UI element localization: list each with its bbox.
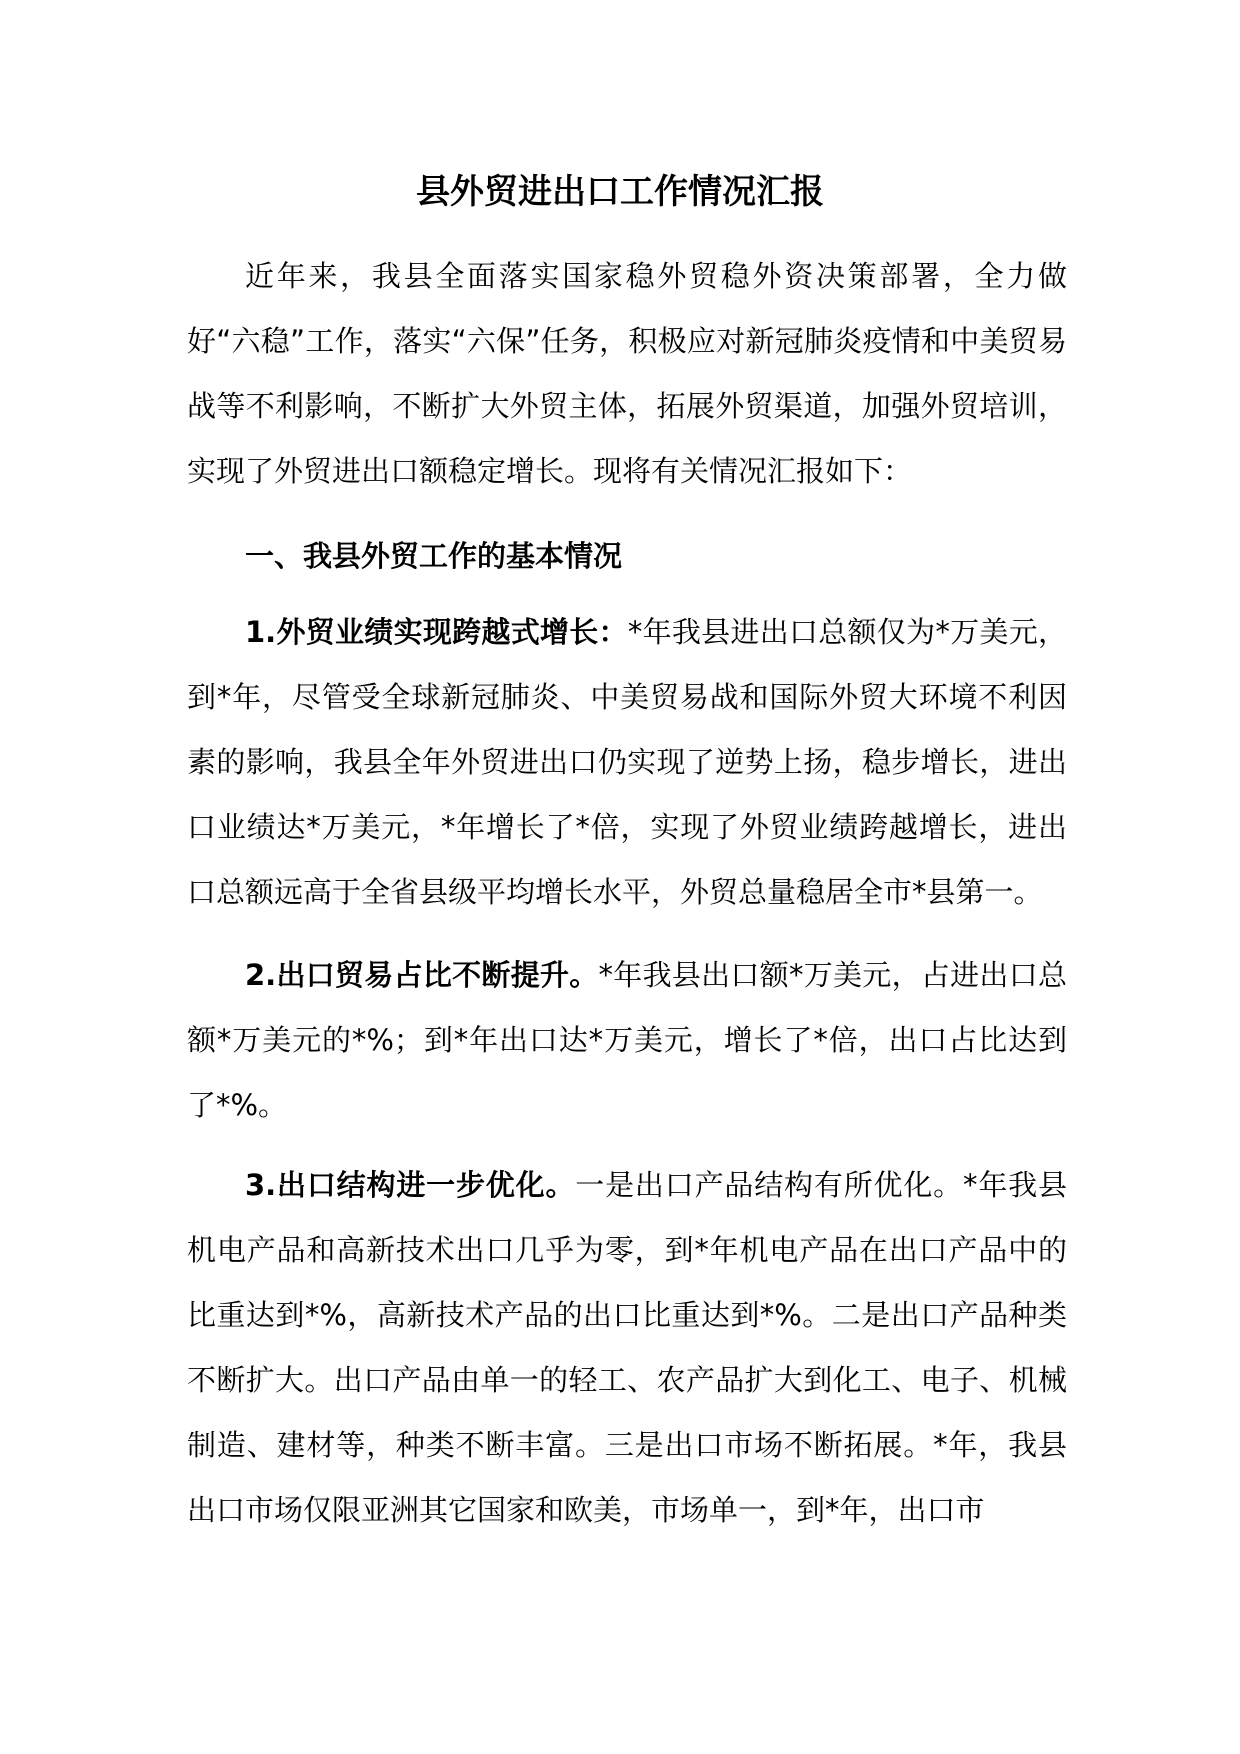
section-heading: 一、我县外贸工作的基本情况 [245,539,623,573]
document-title: 县外贸进出口工作情况汇报 [416,172,824,212]
item-paragraph-2 [187,943,1067,1138]
item-lead: 1.外贸业绩实现跨越式增长： [245,615,628,649]
item-text: 一是出口产品结构有所优化。*年我县机电产品和高新技术出口几乎为零，到*年机电产品在出口产品中的比重达到*%，高新技术产品的出口比重达到*%。二是出口产品种类不断扩大。出口产品由单一的轻工、农产品扩大到化工、电子、机械制造、建材等，种类不断丰富。三是出口市场不断拓展。*年，我县出口市场仅限亚洲其它国家和欧美，市场单一，到*年，出口市 [187,1168,1067,1527]
item-paragraph-1 [187,600,1067,925]
item-lead: 3.出口结构进一步优化。 [245,1168,576,1202]
item-text: *年我县进出口总额仅为*万美元，到*年，尽管受全球新冠肺炎、中美贸易战和国际外贸大环境不利因素的影响，我县全年外贸进出口仍实现了逆势上扬，稳步增长，进出口业绩达*万美元，*年增长了*倍，实现了外贸业绩跨越增长，进出口总额远高于全省县级平均增长水平，外贸总量稳居全市*县第一。 [187,615,1067,909]
item-paragraph-3 [187,1153,1067,1543]
intro-paragraph: 近年来，我县全面落实国家稳外贸稳外资决策部署，全力做好“六稳”工作，落实“六保”任务，积极应对新冠肺炎疫情和中美贸易战等不利影响，不断扩大外贸主体，拓展外贸渠道，加强外贸培训，实现了外贸进出口额稳定增长。现将有关情况汇报如下： [187,259,1067,488]
item-lead: 2.出口贸易占比不断提升。 [245,958,599,992]
item-text: *年我县出口额*万美元，占进出口总额*万美元的*%；到*年出口达*万美元，增长了*倍，出口占比达到了*%。 [187,958,1067,1122]
